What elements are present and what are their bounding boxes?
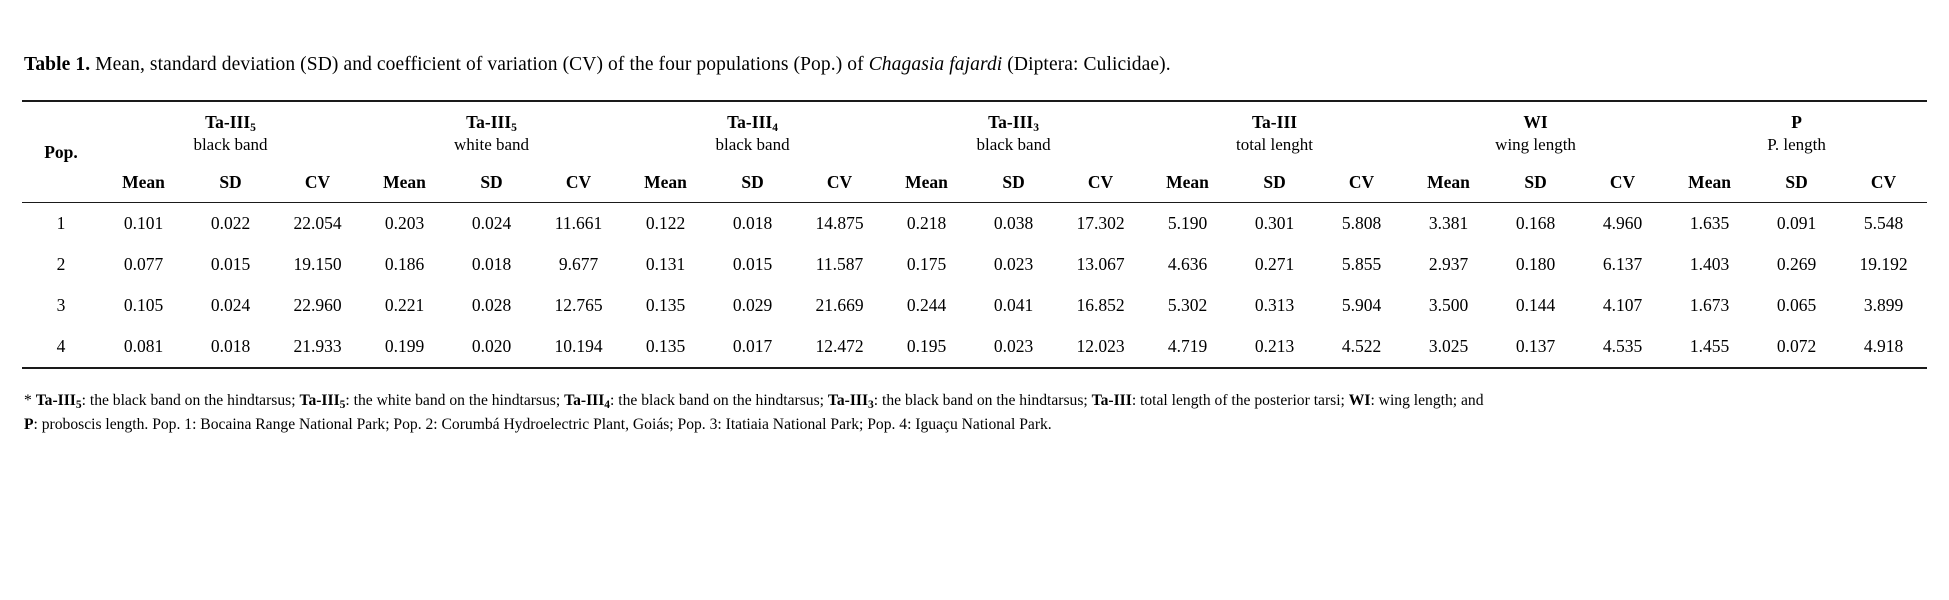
cell-1-5: 9.677 xyxy=(558,254,599,275)
statistics-table xyxy=(22,100,1927,369)
stat-header-6-cv: CV xyxy=(1870,171,1897,192)
cell-0-13: 0.301 xyxy=(1231,203,1318,245)
caption-text-before: Mean, standard deviation (SD) and coefficient of variation (CV) of the four populations (Pop.) of xyxy=(90,54,869,75)
table-body xyxy=(22,203,1927,370)
stat-header-4-mean: Mean xyxy=(1166,171,1209,192)
cell-1-18: 1.403 xyxy=(1689,254,1730,275)
group-desc-1: white band xyxy=(453,134,530,154)
cell-0-6: 0.122 xyxy=(622,203,709,245)
cell-0-17: 4.960 xyxy=(1579,203,1666,245)
table-head xyxy=(22,101,1927,203)
group-header-4 xyxy=(1144,101,1405,162)
stat-header-3-sd: SD xyxy=(1002,171,1025,192)
cell-2-20: 3.899 xyxy=(1863,295,1904,316)
cell-2-12: 5.302 xyxy=(1167,295,1208,316)
cell-1-2: 19.150 xyxy=(293,254,342,275)
cell-2-4: 0.028 xyxy=(471,295,512,316)
stat-header-5-cv: CV xyxy=(1609,171,1636,192)
table-caption xyxy=(24,52,1927,78)
group-subscript-0: 5 xyxy=(250,121,256,134)
stat-header-6-sd: SD xyxy=(1785,171,1808,192)
caption-label: Table 1. xyxy=(24,54,91,75)
cell-1-14: 5.855 xyxy=(1341,254,1382,275)
cell-0-20: 5.548 xyxy=(1840,203,1927,245)
cell-1-9: 0.175 xyxy=(906,254,947,275)
cell-2-18: 1.673 xyxy=(1689,295,1730,316)
stat-header-1-mean: Mean xyxy=(383,171,426,192)
cell-3-18: 1.455 xyxy=(1689,336,1730,357)
cell-2-16: 0.144 xyxy=(1515,295,1556,316)
group-title-6: P xyxy=(1791,111,1802,132)
group-subscript-1: 5 xyxy=(511,121,517,134)
stat-header-0-cv: CV xyxy=(304,171,331,192)
cell-0-5: 11.661 xyxy=(535,203,622,245)
table-row xyxy=(22,203,1927,245)
stat-header-2-mean: Mean xyxy=(644,171,687,192)
group-subscript-3: 3 xyxy=(1033,121,1039,134)
stat-header-2-cv: CV xyxy=(826,171,853,192)
cell-3-19: 0.072 xyxy=(1776,336,1817,357)
stat-header-1-sd: SD xyxy=(480,171,503,192)
cell-2-19: 0.065 xyxy=(1776,295,1817,316)
cell-3-5: 10.194 xyxy=(554,336,603,357)
cell-2-11: 16.852 xyxy=(1076,295,1125,316)
stat-header-0-sd: SD xyxy=(219,171,242,192)
table-row xyxy=(22,285,1927,326)
cell-2-10: 0.041 xyxy=(993,295,1034,316)
group-header-row xyxy=(22,101,1927,162)
group-header-3 xyxy=(883,101,1144,162)
cell-0-14: 5.808 xyxy=(1318,203,1405,245)
group-header-1 xyxy=(361,101,622,162)
group-title-0: $Ta-III_5$ xyxy=(205,111,256,134)
stat-header-row xyxy=(22,162,1927,203)
cell-1-1: 0.015 xyxy=(210,254,251,275)
group-header-2 xyxy=(622,101,883,162)
stat-header-4-cv: CV xyxy=(1348,171,1375,192)
cell-1-4: 0.018 xyxy=(471,254,512,275)
stat-header-4-sd: SD xyxy=(1263,171,1286,192)
cell-1-8: 11.587 xyxy=(815,254,864,275)
cell-3-11: 12.023 xyxy=(1076,336,1125,357)
group-title-3: $Ta-III_3$ xyxy=(988,111,1039,134)
cell-0-18: 1.635 xyxy=(1666,203,1753,245)
cell-0-3: 0.203 xyxy=(361,203,448,245)
cell-3-1: 0.018 xyxy=(210,336,251,357)
cell-3-10: 0.023 xyxy=(993,336,1034,357)
cell-1-0: 0.077 xyxy=(123,254,164,275)
stat-header-5-mean: Mean xyxy=(1427,171,1470,192)
cell-2-17: 4.107 xyxy=(1602,295,1643,316)
cell-3-7: 0.017 xyxy=(732,336,773,357)
cell-2-0: 0.105 xyxy=(123,295,164,316)
group-subscript-2: 4 xyxy=(772,121,778,134)
cell-1-17: 6.137 xyxy=(1602,254,1643,275)
caption-text-after: (Diptera: Culicidae). xyxy=(1002,54,1171,75)
group-header-5 xyxy=(1405,101,1666,162)
cell-0-11: 17.302 xyxy=(1057,203,1144,245)
cell-1-12: 4.636 xyxy=(1167,254,1208,275)
cell-0-16: 0.168 xyxy=(1492,203,1579,245)
cell-1-7: 0.015 xyxy=(732,254,773,275)
cell-3-16: 0.137 xyxy=(1515,336,1556,357)
cell-0-9: 0.218 xyxy=(883,203,970,245)
stat-header-0-mean: Mean xyxy=(122,171,165,192)
cell-0-2: 22.054 xyxy=(274,203,361,245)
cell-0-8: 14.875 xyxy=(796,203,883,245)
cell-0-0: 0.101 xyxy=(100,203,187,245)
cell-2-15: 3.500 xyxy=(1428,295,1469,316)
cell-2-13: 0.313 xyxy=(1254,295,1295,316)
cell-0-7: 0.018 xyxy=(709,203,796,245)
stat-header-1-cv: CV xyxy=(565,171,592,192)
stat-header-5-sd: SD xyxy=(1524,171,1547,192)
cell-3-3: 0.199 xyxy=(384,336,425,357)
group-desc-5: wing length xyxy=(1495,134,1576,154)
group-header-6 xyxy=(1666,101,1927,162)
table-row xyxy=(22,244,1927,285)
stat-header-3-cv: CV xyxy=(1087,171,1114,192)
cell-0-10: 0.038 xyxy=(970,203,1057,245)
cell-1-16: 0.180 xyxy=(1515,254,1556,275)
cell-0-15: 3.381 xyxy=(1405,203,1492,245)
cell-0-19: 0.091 xyxy=(1753,203,1840,245)
group-header-0 xyxy=(100,101,361,162)
footnote-line-1: * $Ta-III_5$: the black band on the hindtarsus; $Ta-III_5$: the white band on the hindtarsus; $Ta-III_4$: the black band on the hindtarsus; $Ta-III_3$: the black band on the hindtarsus; Ta-III: total length of the posterior tarsi; WI: wing length; and xyxy=(24,392,1484,412)
cell-3-0: 0.081 xyxy=(123,336,164,357)
group-title-4: Ta-III xyxy=(1251,111,1298,132)
cell-2-8: 21.669 xyxy=(815,295,864,316)
row-3-pop: 4 xyxy=(56,336,66,357)
cell-2-3: 0.221 xyxy=(384,295,425,316)
caption-species-name: Chagasia fajardi xyxy=(868,54,1003,75)
cell-2-5: 12.765 xyxy=(554,295,603,316)
cell-2-14: 5.904 xyxy=(1341,295,1382,316)
cell-2-1: 0.024 xyxy=(210,295,251,316)
cell-1-19: 0.269 xyxy=(1776,254,1817,275)
cell-1-15: 2.937 xyxy=(1428,254,1469,275)
cell-3-17: 4.535 xyxy=(1602,336,1643,357)
cell-1-3: 0.186 xyxy=(384,254,425,275)
cell-2-2: 22.960 xyxy=(293,295,342,316)
row-1-pop: 2 xyxy=(56,254,66,275)
cell-3-13: 0.213 xyxy=(1254,336,1295,357)
row-2-pop: 3 xyxy=(56,295,66,316)
cell-1-20: 19.192 xyxy=(1859,254,1908,275)
cell-3-12: 4.719 xyxy=(1167,336,1208,357)
cell-3-15: 3.025 xyxy=(1428,336,1469,357)
group-title-1: $Ta-III_5$ xyxy=(466,111,517,134)
cell-3-14: 4.522 xyxy=(1341,336,1382,357)
cell-2-7: 0.029 xyxy=(732,295,773,316)
table-bottom-rule xyxy=(22,368,1927,369)
cell-0-12: 5.190 xyxy=(1144,203,1231,245)
group-title-2: $Ta-III_4$ xyxy=(727,111,778,134)
stat-header-2-sd: SD xyxy=(741,171,764,192)
table-footnote xyxy=(24,389,1927,437)
group-title-5: WI xyxy=(1523,111,1548,132)
cell-3-8: 12.472 xyxy=(815,336,864,357)
cell-1-11: 13.067 xyxy=(1076,254,1125,275)
cell-2-6: 0.135 xyxy=(645,295,686,316)
table-row xyxy=(22,326,1927,368)
cell-0-1: 0.022 xyxy=(187,203,274,245)
cell-3-20: 4.918 xyxy=(1863,336,1904,357)
cell-1-6: 0.131 xyxy=(645,254,686,275)
group-desc-2: black band xyxy=(715,134,790,154)
pop-column-header: Pop. xyxy=(22,101,100,203)
group-desc-6: P. length xyxy=(1767,134,1826,154)
cell-1-10: 0.023 xyxy=(993,254,1034,275)
cell-3-2: 21.933 xyxy=(293,336,342,357)
stat-header-3-mean: Mean xyxy=(905,171,948,192)
cell-3-9: 0.195 xyxy=(906,336,947,357)
cell-2-9: 0.244 xyxy=(906,295,947,316)
cell-0-4: 0.024 xyxy=(448,203,535,245)
cell-3-6: 0.135 xyxy=(645,336,686,357)
row-0-pop: 1 xyxy=(22,203,100,245)
group-desc-3: black band xyxy=(976,134,1051,154)
group-desc-0: black band xyxy=(193,134,268,154)
cell-3-4: 0.020 xyxy=(471,336,512,357)
footnote-line-2: P: proboscis length. Pop. 1: Bocaina Range National Park; Pop. 2: Corumbá Hydroelectric Plant, Goiás; Pop. 3: Itatiaia National Park; Pop. 4: Iguaçu National Park. xyxy=(24,416,1052,434)
group-desc-4: total lenght xyxy=(1236,134,1314,154)
cell-1-13: 0.271 xyxy=(1254,254,1295,275)
stat-header-6-mean: Mean xyxy=(1688,171,1731,192)
